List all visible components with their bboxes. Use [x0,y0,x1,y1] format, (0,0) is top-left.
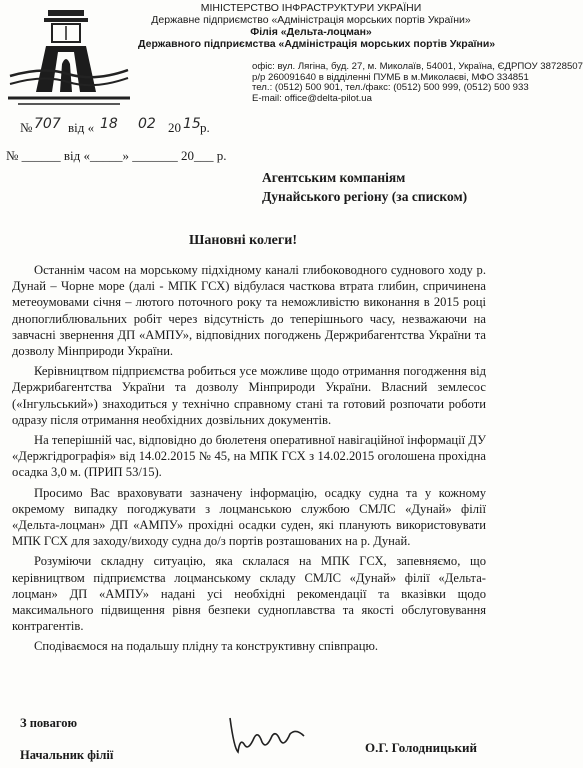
date-word: від « [68,120,95,135]
number-sign: № [20,120,33,135]
addressee [262,168,486,206]
phone-line: тел.: (0512) 500 901, тел./факс: (0512) 500 999, (0512) 500 933 [252,82,529,94]
incoming-registration-line: № ______ від «_____» _______ 20___ р. [6,148,227,163]
date-month: 02 [138,116,156,132]
signer-name: О.Г. Голодницький [365,740,477,755]
paragraph: Розуміючи складну ситуацію, яка склалася на МПК ГСХ, запевняємо, що керівництвом підприємства лоцманському складу СМЛС «Дунай» філії «Дельта-лоцман» ДП «АМПУ» надані усі необхідні рекомендації та вказівки щодо максимального підвищення рівня безпеки судноплавства та якості обслуговування контрагентів. [12,554,486,634]
year-end: р. [200,120,210,135]
paragraph: Останнім часом на морському підхідному каналі глибоководного суднового ходу р. Дунай – Чорне море (далі - МПК ГСХ) відбулася часткова втрата глибин, спричинена метеоумовами січня – лютого поточного року та неможливістю виконання в 2015 році днопоглиблювальних робіт через відсутність до теперішнього часу, незважаючи на завчасні звернення ДП «АМПУ», відповідних погоджень Держрибагентства України та дозволу Мінприроди України. [12,263,486,359]
enterprise-logo [4,4,134,110]
letter-body [12,262,486,659]
branch-name: Філія «Дельта-лоцман» [250,26,372,38]
paragraph: Сподіваємося на подальшу плідну та конструктивну співпрацю. [34,639,379,654]
enterprise-name: Державне підприємство «Адміністрація морських портів України» [151,14,471,26]
date-day: 18 [100,116,118,132]
salutation: Шановні колеги! [189,233,297,248]
signer-position: Начальник філії [20,748,114,762]
addressee-line2: Дунайського регіону (за списком) [262,189,468,204]
bank-details: р/р 260091640 в відділенні ПУМБ в м.Миколаєві, МФО 334851 [252,71,529,83]
branch-of: Державного підприємства «Адміністрація морських портів України» [138,38,496,50]
email-line: E-mail: office@delta-pilot.ua [252,92,372,104]
outgoing-number: 707 [34,116,61,132]
year-suffix: 15 [183,116,201,132]
paragraph: Керівництвом підприємства робиться усе можливе щодо отримання погодження від Держрибагентства України та дозволу Мінприроди України. Власний землесос («Інгульський») знаходиться у технічно справному стані та готовий розпочати роботи одразу після отримання необхідних дозвільних документів. [12,364,486,427]
office-address: офіс: вул. Лягіна, буд. 27, м. Миколаїв, 54001, Україна, ЄДРПОУ 38728507 [252,61,583,72]
ministry-name: МІНІСТЕРСТВО ІНФРАСТРУКТУРИ УКРАЇНИ [200,2,422,14]
addressee-line1: Агентським компаніям [262,170,406,185]
contact-block [252,61,583,104]
paragraph: Просимо Вас враховувати зазначену інформацію, осадку судна та у кожному окремому випадку погоджувати з лоцманською службою СМЛС «Дунай» філії «Дельта-лоцман» ДП «АМПУ» прохідні осадки суден, які планують використовувати МПК ГСХ для заходу/виходу судна до/з портів розташованих на р. Дунай. [12,485,486,549]
year-prefix: 20 [168,120,181,135]
paragraph: На теперішній час, відповідно до бюлетеня оперативної навігаційної інформації ДУ «Держгідрографія» від 14.02.2015 № 45, на МПК ГСХ з 14.02.2015 оголошена прохідна осадка 3,0 м. (ПРИП 53/15). [12,433,486,480]
closing-regards: З повагою [20,716,78,730]
letterhead [138,2,496,50]
signature-image [220,708,310,758]
